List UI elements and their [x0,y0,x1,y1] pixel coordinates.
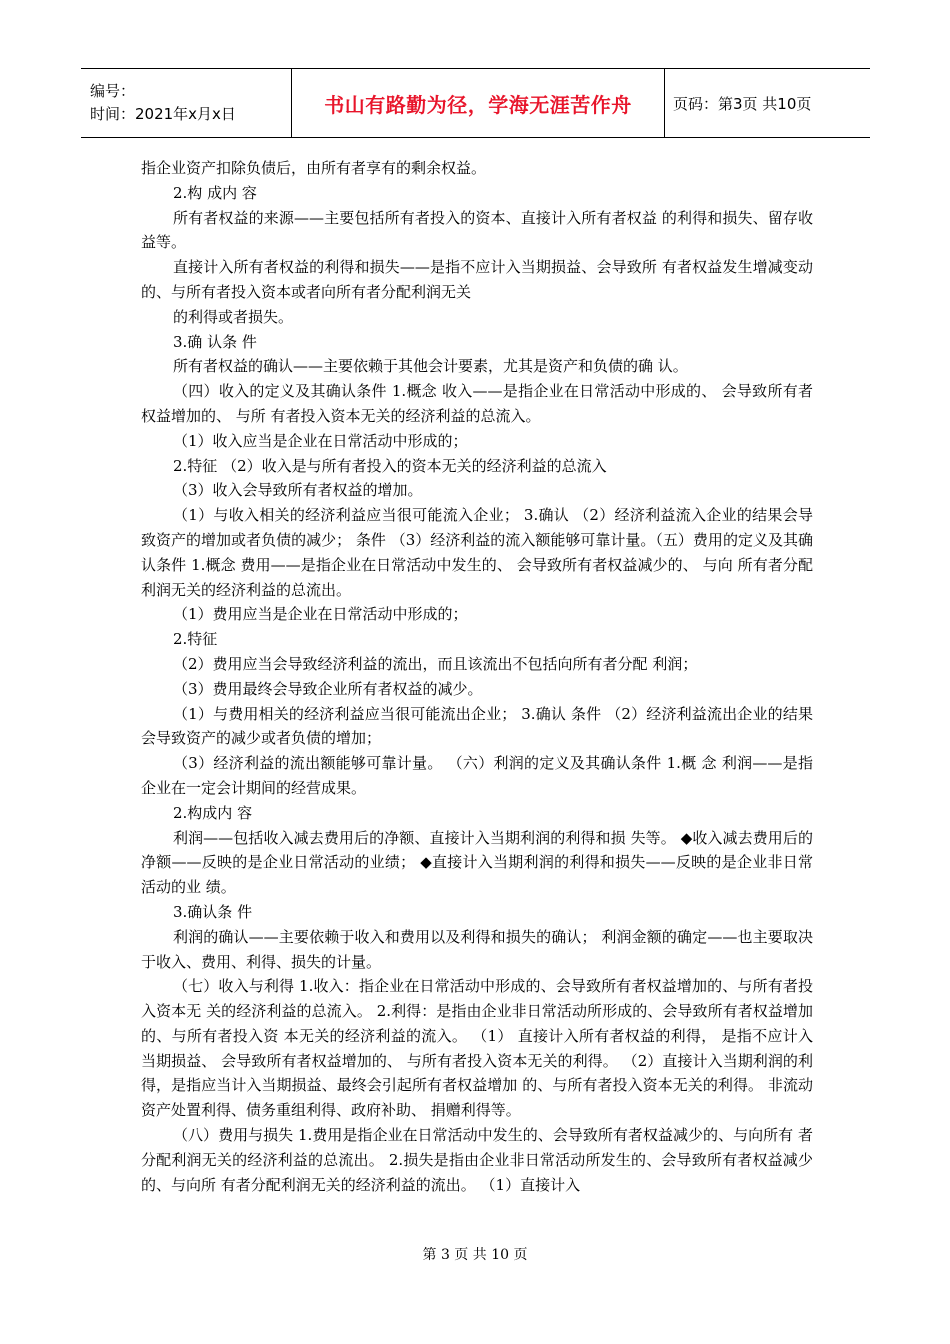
body-paragraph: （1）收入应当是企业在日常活动中形成的； [173,431,468,450]
body-paragraph: （3）经济利益的流出额能够可靠计量。 （六）利润的定义及其确认条件 1.概 念 利润——是指企业在一定会计期间的经营成果。 [141,754,813,797]
document-body [141,156,813,1197]
document-date-label: 时间：2021年x月x日 [90,105,236,123]
body-paragraph: （八）费用与损失 1.费用是指企业在日常活动中发生的、会导致所有者权益减少的、与向所有 者分配利润无关的经济利益的总流出。 2.损失是指由企业非日常活动所发生的、会导致所有者权益减少的、与向所 有者分配利润无关的经济利益的流出。 （1）直接计入 [141,1126,813,1194]
body-paragraph: 直接计入所有者权益的利得和损失——是指不应计入当期损益、会导致所 有者权益发生增减变动的、与所有者投入资本或者向所有者分配利润无关 [141,258,813,301]
body-paragraph: 2.特征 [173,630,218,649]
body-paragraph: （1）费用应当是企业在日常活动中形成的； [173,605,468,624]
document-number-label: 编号： [90,82,136,100]
body-paragraph: （四）收入的定义及其确认条件 1.概念 收入——是指企业在日常活动中形成的、 会导致所有者权益增加的、 与所 有者投入资本无关的经济利益的总流入。 [141,382,813,425]
page-header [81,68,870,138]
body-paragraph: （七）收入与利得 1.收入：指企业在日常活动中形成的、会导致所有者权益增加的、与所有者投入资本无 关的经济利益的总流入。 2.利得：是指由企业非日常活动所形成的、会导致所有者权益增加的、与所有者投入资 本无关的经济利益的流入。 （1） 直接计入所有者权益的利得， 是指不应计入当期损益、 会导致所有者权益增加的、 与所有者投入资本无关的利得。 （2）直接计入当期利润的利得，是指应当计入当期损益、最终会引起所有者权益增加 的、与所有者投入资本无关的利得。 非流动资产处置利得、债务重组利得、政府补助、 捐赠利得等。 [141,977,813,1120]
body-paragraph: （3）收入会导致所有者权益的增加。 [173,481,423,500]
body-paragraph: （1）与收入相关的经济利益应当很可能流入企业； 3.确认 （2）经济利益流入企业的结果会导致资产的增加或者负债的减少； 条件 （3）经济利益的流入额能够可靠计量。（五）费用的定义及其确认条件 1.概念 费用——是指企业在日常活动中发生的、 会导致所有者权益减少的、 与向 所有者分配利润无关的经济利益的总流出。 [141,506,813,599]
body-paragraph: 利润的确认——主要依赖于收入和费用以及利得和损失的确认； 利润金额的确定——也主要取决于收入、费用、利得、损失的计量。 [141,927,813,971]
page-footer: 第 3 页 共 10 页 [422,1247,528,1263]
body-paragraph: 所有者权益的来源——主要包括所有者投入的资本、直接计入所有者权益 的利得和损失、留存收益等。 [141,208,813,252]
body-paragraph: （2）费用应当会导致经济利益的流出，而且该流出不包括向所有者分配 利润； [173,654,698,673]
body-paragraph: 3.确 认条 件 [173,332,257,351]
body-paragraph: 利润——包括收入减去费用后的净额、直接计入当期利润的利得和损 失等。 ◆收入减去费用后的净额——反映的是企业日常活动的业绩； ◆直接计入当期利润的利得和损失——反映的是企业非日常活动的业 绩。 [141,828,813,897]
body-paragraph: 2.构 成内 容 [173,183,257,202]
body-paragraph: 2.构成内 容 [173,803,253,822]
body-paragraph: （1）与费用相关的经济利益应当很可能流出企业； 3.确认 条件 （2）经济利益流出企业的结果会导致资产的减少或者负债的增加； [141,704,813,748]
body-paragraph: （3）费用最终会导致企业所有者权益的减少。 [173,679,483,698]
header-page-number: 页码：第3页 共10页 [673,94,812,113]
header-motto: 书山有路勤为径，学海无涯苦作舟 [292,69,665,137]
body-paragraph: 指企业资产扣除负债后，由所有者享有的剩余权益。 [141,159,487,177]
body-paragraph: 2.特征 （2）收入是与所有者投入的资本无关的经济利益的总流入 [173,456,607,475]
header-meta [81,69,292,137]
body-paragraph: 3.确认条 件 [173,902,253,921]
body-paragraph: 所有者权益的确认——主要依赖于其他会计要素，尤其是资产和负债的确 认。 [173,357,688,376]
body-paragraph: 的利得或者损失。 [173,307,294,326]
